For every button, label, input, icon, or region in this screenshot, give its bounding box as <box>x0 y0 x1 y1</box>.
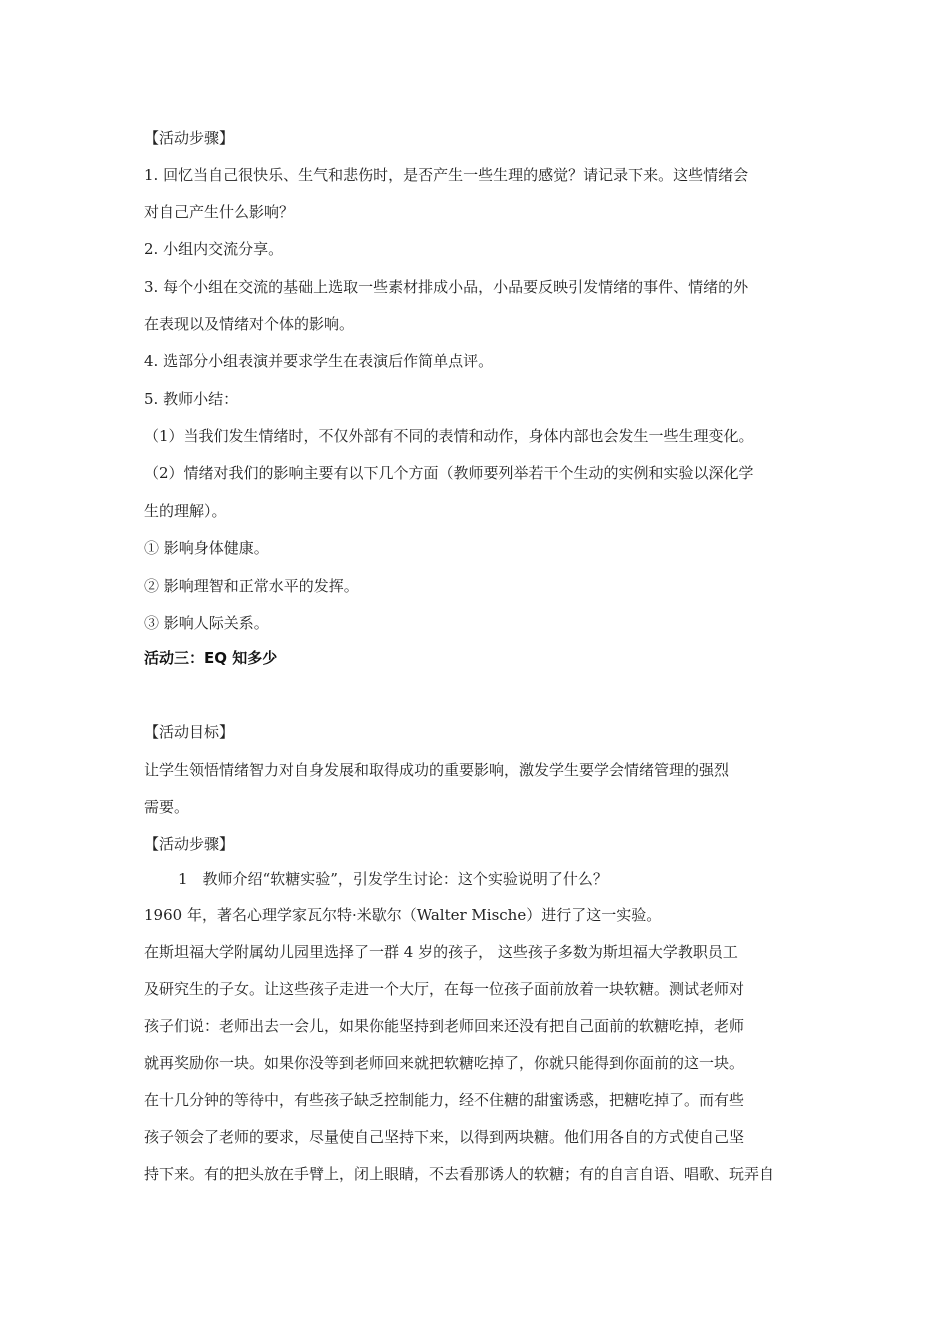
paragraph-line: 需要。 <box>144 798 190 816</box>
list-item: ③ 影响人际关系。 <box>144 614 269 632</box>
numbered-item: 1 教师介绍“软糖实验”，引发学生讨论：这个实验说明了什么？ <box>178 870 608 888</box>
paragraph-line: 4. 选部分小组表演并要求学生在表演后作简单点评。 <box>144 352 494 370</box>
paragraph-line: 在斯坦福大学附属幼儿园里选择了一群 4 岁的孩子， 这些孩子多数为斯坦福大学教职员工 <box>144 943 738 961</box>
paragraph-line: 1. 回忆当自己很快乐、生气和悲伤时，是否产生一些生理的感觉？请记录下来。这些情绪会 <box>144 166 749 184</box>
paragraph-line: 孩子们说：老师出去一会儿，如果你能坚持到老师回来还没有把自己面前的软糖吃掉，老师 <box>144 1017 745 1035</box>
list-item: ① 影响身体健康。 <box>144 539 269 557</box>
paragraph-line: 生的理解）。 <box>144 502 227 520</box>
activity-three-heading: 活动三：EQ 知多少 <box>144 649 278 667</box>
paragraph-line: 及研究生的子女。让这些孩子走进一个大厅，在每一位孩子面前放着一块软糖。测试老师对 <box>144 980 745 998</box>
paragraph-line: 持下来。有的把头放在手臂上，闭上眼睛，不去看那诱人的软糖；有的自言自语、唱歌、玩弄自 <box>144 1165 775 1183</box>
section-heading-activity-steps: 【活动步骤】 <box>144 129 235 147</box>
list-item: ② 影响理智和正常水平的发挥。 <box>144 577 359 595</box>
paragraph-line: 在十几分钟的等待中，有些孩子缺乏控制能力，经不住糖的甜蜜诱惑，把糖吃掉了。而有些 <box>144 1091 745 1109</box>
section-heading-activity-goals: 【活动目标】 <box>144 723 235 741</box>
paragraph-line: 3. 每个小组在交流的基础上选取一些素材排成小品，小品要反映引发情绪的事件、情绪的外 <box>144 278 749 296</box>
paragraph-line: 孩子领会了老师的要求，尽量使自己坚持下来，以得到两块糖。他们用各自的方式使自己坚 <box>144 1128 745 1146</box>
paragraph-line: 2. 小组内交流分享。 <box>144 240 284 258</box>
paragraph-line: （2）情绪对我们的影响主要有以下几个方面（教师要列举若干个生动的实例和实验以深化学 <box>144 464 754 482</box>
paragraph-line: 在表现以及情绪对个体的影响。 <box>144 315 355 333</box>
paragraph-line: 5. 教师小结： <box>144 390 239 408</box>
section-heading-activity-steps: 【活动步骤】 <box>144 835 235 853</box>
paragraph-line: （1）当我们发生情绪时，不仅外部有不同的表情和动作，身体内部也会发生一些生理变化。 <box>144 427 754 445</box>
paragraph-line: 对自己产生什么影响？ <box>144 203 295 221</box>
paragraph-line: 就再奖励你一块。如果你没等到老师回来就把软糖吃掉了，你就只能得到你面前的这一块。 <box>144 1054 745 1072</box>
paragraph-line: 1960 年，著名心理学家瓦尔特·米歇尔（Walter Mische）进行了这一实验。 <box>144 906 662 924</box>
paragraph-line: 让学生领悟情绪智力对自身发展和取得成功的重要影响，激发学生要学会情绪管理的强烈 <box>144 761 730 779</box>
